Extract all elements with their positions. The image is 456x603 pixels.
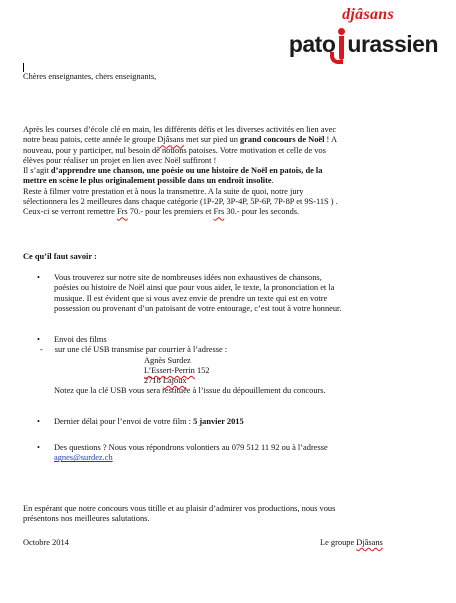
bullet-questions: Des questions ? Nous vous répondrons volontiers au 079 512 11 92 ou à l’adresse agnes@surdez.ch: [54, 443, 328, 463]
logo-brand-text: djâsans: [342, 6, 394, 23]
closing-paragraph: En espérant que notre concours vous titille et au plaisir d’admirer vos productions, nous vous présentons nos meilleures salutations.: [23, 504, 336, 524]
logo-j-icon: [336, 30, 346, 66]
postal-address: [54, 356, 436, 387]
footer-date: Octobre 2014: [23, 538, 69, 547]
usb-note: Notez que la clé USB vous sera restituée à l’issue du dépouillement du concours.: [54, 386, 326, 396]
salutation: Chères enseignantes, chers enseignants,: [23, 72, 157, 81]
intro-line: Reste à filmer votre prestation et à nous la transmettre. A la suite de quoi, notre jury: [23, 186, 304, 196]
intro-line: Après les courses d’école clé en main, les différents défis et les diverses activités en lien avec: [23, 125, 337, 134]
logo-text-after: urassien: [347, 31, 438, 57]
intro-line: Il s’agit d’apprendre une chanson, une poésie ou une histoire de Noël en patois, de la: [23, 166, 323, 176]
bullet-deadline: Dernier délai pour l’envoi de votre film : 5 janvier 2015: [54, 417, 244, 426]
section-title: Ce qu’il faut savoir :: [23, 252, 97, 261]
shipping-sub: - sur une clé USB transmise par courrier à l’adresse :: [40, 345, 228, 355]
intro-line: notre beau patois, cette année le groupe Djâsans met sur pied un grand concours de Noël ! A: [23, 135, 337, 145]
address-street: L’Essert-Perrin 152: [144, 365, 210, 375]
address-city: 2718 Lajoux: [144, 376, 187, 386]
email-link[interactable]: agnes@surdez.ch: [54, 453, 113, 463]
shipping-title: Envoi des films: [54, 335, 107, 344]
intro-line: élèves pour réaliser un projet en lien avec Noël suffiront !: [23, 155, 217, 165]
brand-name: Djâsans: [157, 135, 184, 145]
intro-line: nouveau, pour y participer, nul besoin de notions patoises. Votre motivation et celle de vos: [23, 145, 326, 155]
logo-title: [289, 30, 438, 66]
deadline-date: 5 janvier 2015: [193, 417, 244, 426]
intro-line: sélectionnera les 2 meilleures dans chaque catégorie (1P-2P, 3P-4P, 5P-6P, 7P-8P et 9S-11S ) .: [23, 197, 338, 207]
bullet-shipping: [40, 335, 436, 397]
text-cursor: [23, 63, 24, 72]
address-name: Agnès Surdez: [144, 355, 191, 365]
bullet-suggestions: Vous trouverez sur notre site de nombreuses idées non exhaustives de chansons, poésies ou histoire de Noël ainsi que pour vous aider, le texte, la prononciation et la musique. Il est évident que si vous avez envie de prendre un texte qui est en votre possession ou provenant d’un patoisant de votre entourage, c’est tout à votre honneur.: [54, 273, 342, 313]
intro-line: Ceux-ci se verront remettre Frs 70.- pour les premiers et Frs 30.- pour les seconds.: [23, 207, 300, 217]
djasans-logo: [238, 8, 438, 64]
logo-text-before: pato: [288, 31, 336, 57]
footer-signature: Le groupe Djâsans: [320, 538, 383, 547]
intro-paragraph: [23, 125, 433, 218]
contest-name: grand concours de Noël: [239, 135, 325, 145]
intro-line: mettre en scène le plus originalement possible dans un endroit insolite.: [23, 176, 274, 186]
